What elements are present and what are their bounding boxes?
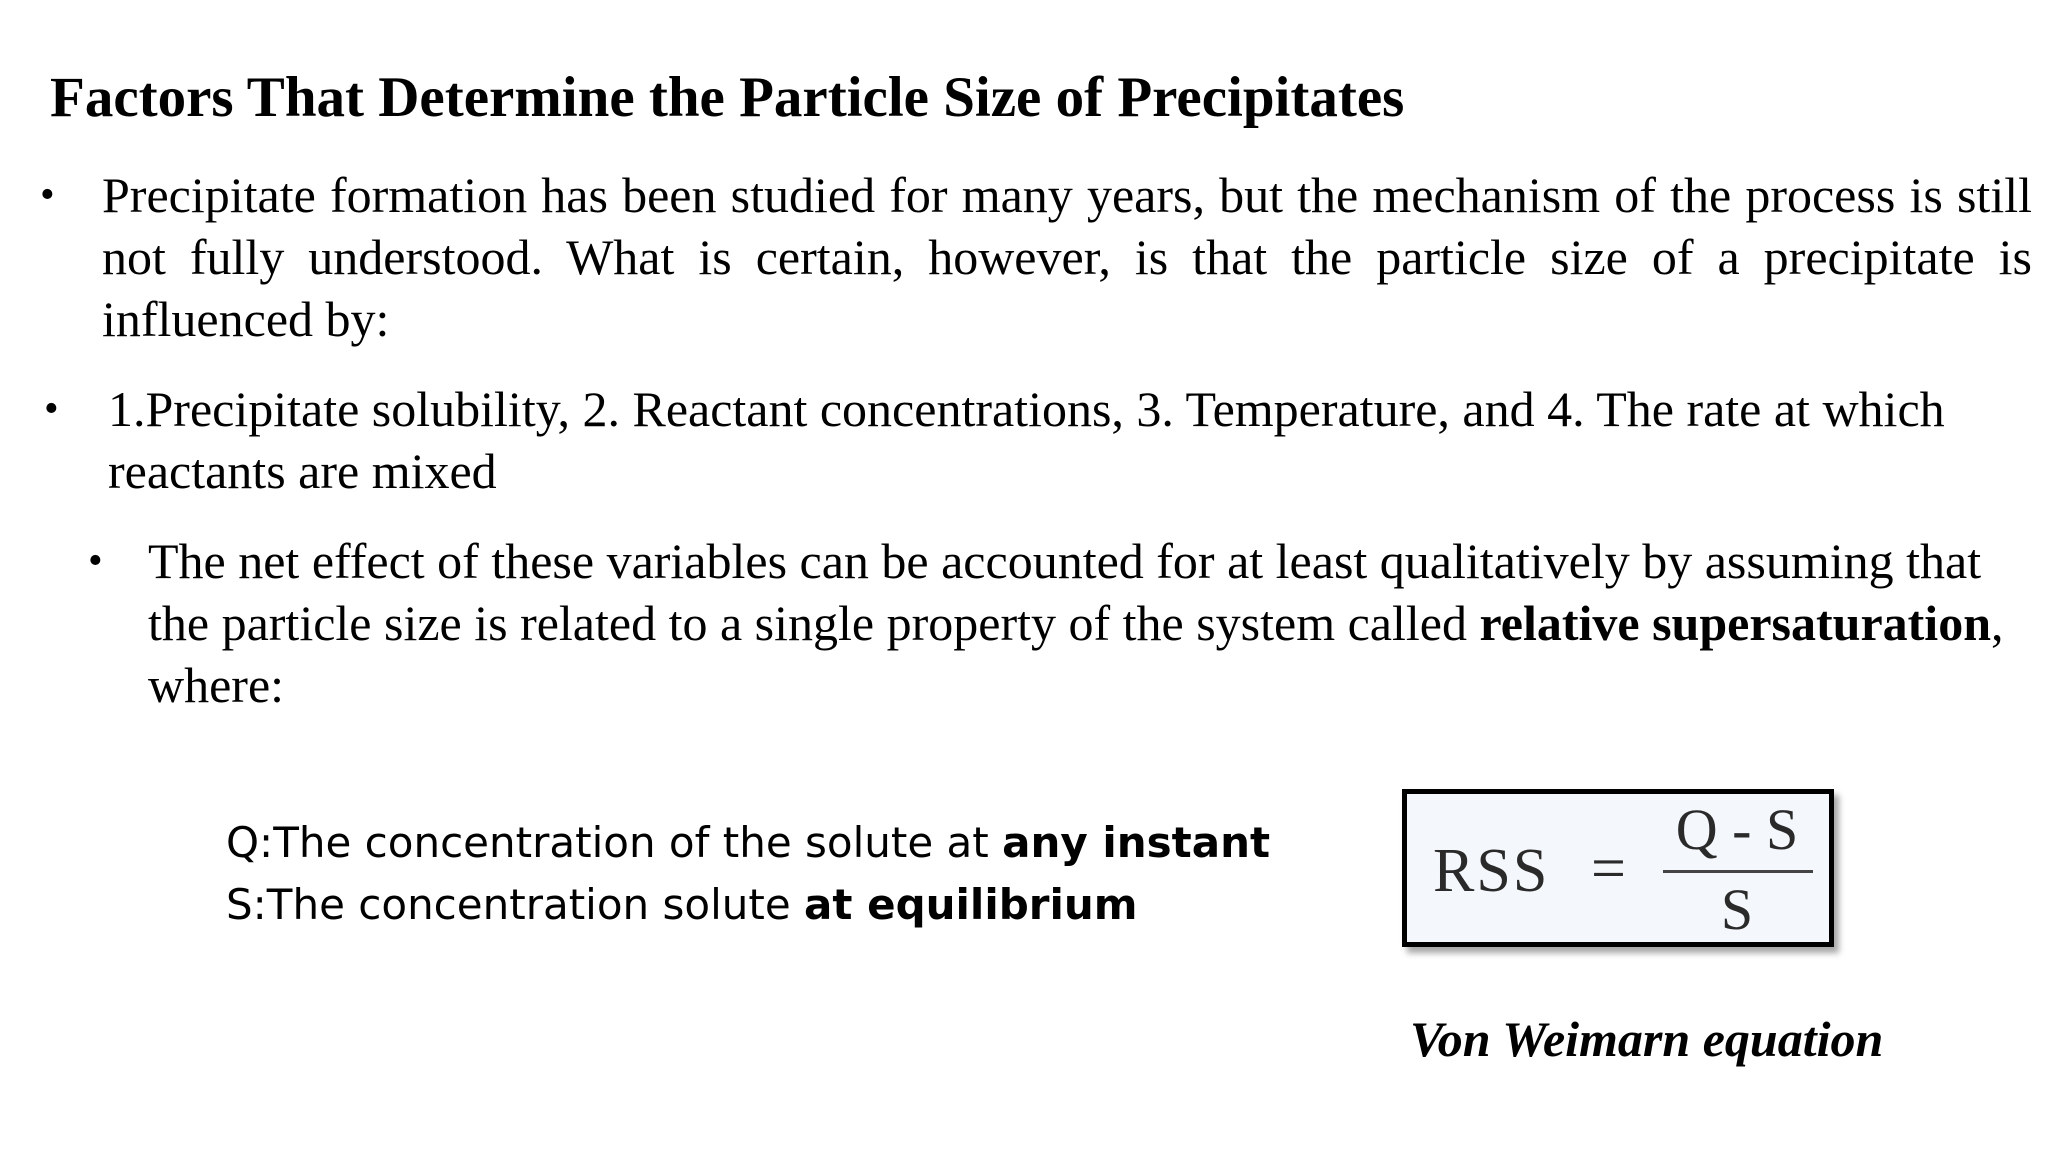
formula-denominator: S	[1720, 877, 1754, 942]
bullet-text: 1.Precipitate solubility, 2. Reactant concentrations, 3. Temperature, and 4. The rate at which reactants are mixed	[108, 381, 1945, 499]
bullet-text-after: , where:	[148, 595, 2004, 713]
variable-definitions	[226, 812, 1270, 936]
definition-text: S:The concentration solute	[226, 880, 805, 929]
bullet-text: Precipitate formation has been studied for many years, but the mechanism of the process is still not fully understood. What is certain, however, is that the particle size of a precipitate is influenced by:	[102, 167, 2032, 347]
formula-numerator: Q - S	[1675, 797, 1799, 862]
definition-s	[226, 874, 1270, 936]
definition-text: Q:The concentration of the solute at	[226, 818, 1003, 867]
bold-term: relative supersaturation	[1479, 595, 1992, 651]
bullet-text-before: The net effect of these variables can be accounted for at least qualitatively by assuming that the particle size is related to a single property of the system called	[148, 533, 1982, 651]
bullet-marker: •	[40, 172, 55, 218]
bullet-marker: •	[44, 386, 59, 432]
definition-emphasis: at equilibrium	[804, 880, 1138, 929]
definition-q	[226, 812, 1270, 874]
definition-emphasis: any instant	[1002, 818, 1271, 867]
bullet-text	[148, 530, 2038, 716]
fraction-bar	[1663, 870, 1813, 873]
formula-lhs: RSS	[1433, 837, 1550, 905]
rss-formula	[1402, 789, 1834, 947]
bullet-marker: •	[88, 538, 103, 584]
slide-title: Factors That Determine the Particle Size of Precipitates	[50, 66, 1405, 129]
formula-equals: =	[1591, 835, 1626, 903]
formula-caption: Von Weimarn equation	[1410, 1011, 1884, 1067]
